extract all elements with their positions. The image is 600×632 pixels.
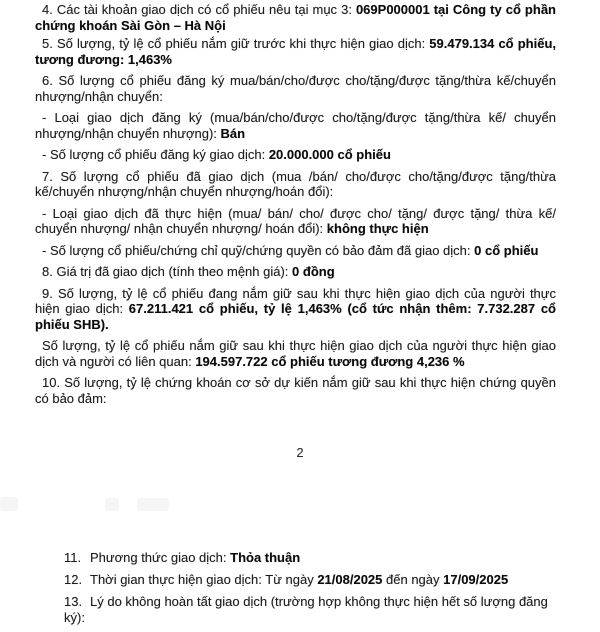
- doc-item-11-label: Phương thức giao dịch:: [90, 550, 231, 565]
- doc-item-13-cutoff-number: 13.: [64, 594, 83, 609]
- doc-item-7-qty: [35, 243, 556, 259]
- doc-item-7: [35, 169, 556, 200]
- doc-item-12: [64, 572, 569, 588]
- doc-item-10-label: 10. Số lượng, tỷ lệ chứng khoán cơ sở dự kiến nắm giữ sau khi thực hiện chứng quyền có bảo đảm:: [35, 375, 556, 406]
- doc-item-4: [35, 2, 556, 33]
- doc-item-7-qty-label: - Số lượng cổ phiếu/chứng chỉ quỹ/chứng quyền có bảo đảm đã giao dịch:: [42, 242, 475, 258]
- doc-item-6: [35, 73, 556, 104]
- doc-item-9: [35, 286, 556, 333]
- doc-item-8: [35, 264, 556, 280]
- doc-item-7-type-label: - Loại giao dịch đã thực hiện (mua/ bán/ cho/ được cho/ tặng/ được tặng/ thừa kế/ chuyển nhượng/ nhận chuyển nhượng/ hoán đổi):: [35, 205, 556, 236]
- doc-item-6-type: [35, 110, 556, 141]
- scan-smudge-artifact: [137, 498, 169, 511]
- doc-item-7-type-value: không thực hiện: [326, 221, 429, 236]
- page-2-content: [35, 2, 556, 412]
- scan-smudge-artifact: [0, 497, 18, 511]
- doc-item-7-qty-value: 0 cổ phiếu: [474, 242, 539, 258]
- doc-item-7-type: [35, 206, 556, 237]
- doc-item-4-label: 4. Các tài khoản giao dịch có cổ phiếu nêu tại mục 3:: [42, 2, 356, 17]
- doc-item-5-value: 59.479.134 cổ phiếu, tương đương: 1,463%: [35, 36, 556, 67]
- doc-item-12-label: đến ngày: [382, 572, 444, 587]
- doc-item-6-qty-label: - Số lượng cổ phiếu đăng ký giao dịch:: [42, 147, 269, 162]
- doc-item-9-label: 9. Số lượng, tỷ lệ cổ phiếu đang nắm giữ sau khi thực hiện giao dịch của người thực hiện giao dịch:: [35, 285, 556, 316]
- doc-item-6-qty-value: 20.000.000 cổ phiếu: [268, 147, 391, 162]
- doc-item-13-cutoff: [64, 594, 569, 625]
- page-footer-number: 2: [296, 445, 304, 460]
- doc-item-7-label: 7. Số lượng cổ phiếu đã giao dịch (mua /bán/ cho/được cho/tặng/được tặng/thừa kế/chuyển nhượng/nhận chuyển nhượng/hoán đổi):: [35, 168, 556, 199]
- doc-item-9-value: 67.211.421 cổ phiếu, tỷ lệ 1,463% (cổ tức nhận thêm: 7.732.287 cổ phiếu SHB).: [35, 301, 556, 332]
- doc-item-4-value: 069P000001 tại Công ty cổ phần chứng khoán Sài Gòn – Hà Nội: [35, 2, 556, 33]
- doc-item-8-value: 0 đồng: [292, 264, 335, 279]
- page-3-content: [64, 550, 569, 632]
- doc-item-5-label: 5. Số lượng, tỷ lệ cổ phiếu nắm giữ trước khi thực hiện giao dịch:: [42, 36, 430, 51]
- doc-item-6-qty: [35, 147, 556, 163]
- doc-item-6-type-label: - Loại giao dịch đăng ký (mua/bán/cho/được cho/tặng/được tặng/thừa kế/ chuyển nhượng/nhận chuyển nhượng):: [35, 110, 556, 141]
- doc-item-11-number: 11.: [64, 550, 82, 565]
- doc-item-9-related-value: 194.597.722 cổ phiếu tương đương 4,236 %: [195, 353, 465, 369]
- doc-item-5: [35, 36, 556, 67]
- scan-smudge-artifact: [105, 498, 119, 511]
- doc-item-6-label: 6. Số lượng cổ phiếu đăng ký mua/bán/cho/được cho/tặng/được tặng/thừa kế/chuyển nhượng/nhận chuyển:: [35, 73, 556, 104]
- doc-item-13-cutoff-label: Lý do không hoàn tất giao dịch (trường hợp không thực hiện hết số lượng đăng ký):: [64, 594, 548, 625]
- doc-item-11: [64, 550, 569, 566]
- doc-item-12-label: Thời gian thực hiện giao dịch: Từ ngày: [90, 572, 318, 587]
- doc-item-10: [35, 375, 556, 406]
- doc-item-11-value: Thỏa thuận: [230, 550, 301, 565]
- doc-item-9-related: [35, 338, 556, 369]
- doc-item-12-value: 17/09/2025: [443, 572, 509, 587]
- doc-item-12-value: 21/08/2025: [317, 572, 383, 587]
- doc-item-8-label: 8. Giá trị đã giao dịch (tính theo mệnh giá):: [42, 264, 293, 279]
- doc-item-9-related-label: Số lượng, tỷ lệ cổ phiếu nắm giữ sau khi thực hiện giao dịch của người thực hiện giao dịch và người có liên quan:: [35, 338, 556, 369]
- doc-item-12-number: 12.: [64, 572, 83, 587]
- doc-item-6-type-value: Bán: [220, 125, 246, 141]
